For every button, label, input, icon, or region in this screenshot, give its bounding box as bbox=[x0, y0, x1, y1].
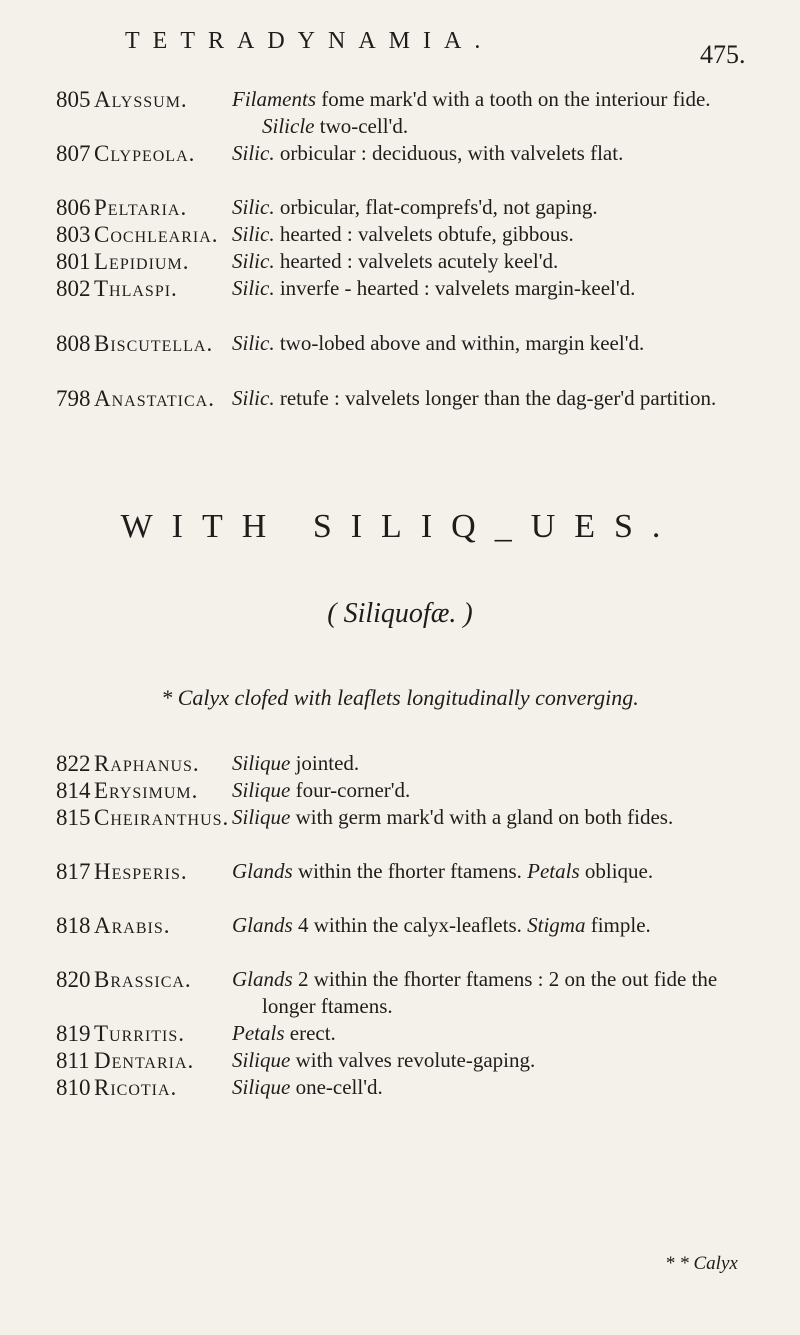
entry-number: 802 bbox=[56, 276, 91, 301]
description-lead: Silic. bbox=[232, 222, 275, 246]
entry-number: 819 bbox=[56, 1021, 91, 1046]
entry-number: 811 bbox=[56, 1048, 90, 1073]
page-number: 475. bbox=[700, 40, 746, 69]
entry-number: 806 bbox=[56, 195, 91, 220]
genus-description bbox=[232, 858, 762, 885]
genus-name: Dentaria. bbox=[94, 1048, 195, 1073]
genus-description bbox=[232, 86, 732, 140]
genus-name: Thlaspi. bbox=[94, 276, 178, 301]
description-text: orbicular, flat-comprefs'd, not gaping. bbox=[279, 195, 598, 219]
description-text-2: two-cell'd. bbox=[319, 114, 409, 138]
description-text: retufe : valvelets longer than the dag-ger'd partition. bbox=[279, 386, 717, 410]
description-text: erect. bbox=[289, 1021, 336, 1045]
description-text: jointed. bbox=[295, 751, 360, 775]
description-text: with valves revolute-gaping. bbox=[295, 1048, 536, 1072]
genus-name: Peltaria. bbox=[94, 195, 188, 220]
description-text: 4 within the calyx-leaflets. bbox=[297, 913, 522, 937]
entry-number: 820 bbox=[56, 967, 91, 992]
genus-name: Brassica. bbox=[94, 967, 192, 992]
genus-description bbox=[232, 777, 762, 804]
description-lead: Silique bbox=[232, 1048, 291, 1072]
entry-number: 798 bbox=[56, 386, 91, 411]
description-text-2: fimple. bbox=[590, 913, 651, 937]
genus-description bbox=[232, 750, 762, 777]
genus-description bbox=[232, 221, 732, 248]
genus-name: Erysimum. bbox=[94, 778, 199, 803]
description-lead: Silic. bbox=[232, 276, 275, 300]
genus-description bbox=[232, 194, 732, 221]
genus-name: Biscutella. bbox=[94, 331, 214, 356]
description-lead: Petals bbox=[232, 1021, 285, 1045]
division-note: * Calyx clofed with leaflets longitudinally converging. bbox=[161, 685, 639, 710]
genus-description bbox=[232, 1020, 762, 1047]
description-lead: Silic. bbox=[232, 195, 275, 219]
description-text: four-corner'd. bbox=[295, 778, 411, 802]
genus-name: Ricotia. bbox=[94, 1075, 178, 1100]
description-lead: Filaments bbox=[232, 87, 316, 111]
entry-number: 814 bbox=[56, 778, 91, 803]
entry-number: 808 bbox=[56, 331, 91, 356]
description-lead: Glands bbox=[232, 913, 293, 937]
genus-name: Arabis. bbox=[94, 913, 171, 938]
description-lead: Silique bbox=[232, 778, 291, 802]
description-lead: Silic. bbox=[232, 331, 275, 355]
genus-description bbox=[232, 385, 732, 412]
description-lead-2: Petals bbox=[527, 859, 580, 883]
entry-number: 817 bbox=[56, 859, 91, 884]
description-lead: Silic. bbox=[232, 249, 275, 273]
description-text: fome mark'd with a tooth on the interiour fide. bbox=[321, 87, 711, 111]
description-text: with germ mark'd with a gland on both fides. bbox=[295, 805, 674, 829]
entry-number: 805 bbox=[56, 87, 91, 112]
genus-name: Hesperis. bbox=[94, 859, 188, 884]
description-lead: Silic. bbox=[232, 386, 275, 410]
genus-description bbox=[232, 140, 732, 167]
genus-name: Cheiranthus. bbox=[94, 805, 230, 830]
description-text: inverfe - hearted : valvelets margin-keel'd. bbox=[279, 276, 636, 300]
description-lead: Silique bbox=[232, 805, 291, 829]
description-text: hearted : valvelets acutely keel'd. bbox=[279, 249, 559, 273]
genus-description bbox=[232, 275, 732, 302]
description-text: orbicular : deciduous, with valvelets flat. bbox=[279, 141, 624, 165]
genus-description bbox=[232, 330, 732, 357]
description-text: within the fhorter ftamens. bbox=[297, 859, 522, 883]
section-title: WITH SILIQ_UES. bbox=[120, 508, 680, 545]
description-lead: Silique bbox=[232, 1075, 291, 1099]
entry-number: 801 bbox=[56, 249, 91, 274]
genus-description bbox=[232, 248, 732, 275]
description-text: hearted : valvelets obtufe, gibbous. bbox=[279, 222, 574, 246]
entry-number: 803 bbox=[56, 222, 91, 247]
entry-number: 815 bbox=[56, 805, 91, 830]
genus-name: Alyssum. bbox=[94, 87, 188, 112]
genus-description bbox=[232, 966, 762, 1020]
entry-number: 810 bbox=[56, 1075, 91, 1100]
entry-number: 818 bbox=[56, 913, 91, 938]
entry-number: 822 bbox=[56, 751, 91, 776]
genus-description bbox=[232, 804, 762, 831]
genus-description bbox=[232, 1047, 762, 1074]
section-subtitle: ( Siliquofæ. ) bbox=[327, 598, 473, 629]
genus-name: Cochlearia. bbox=[94, 222, 219, 247]
genus-description bbox=[232, 912, 762, 939]
description-lead-2: Silicle bbox=[262, 114, 315, 138]
running-head: TETRADYNAMIA. bbox=[125, 28, 494, 54]
description-lead: Glands bbox=[232, 967, 293, 991]
catchword: * * Calyx bbox=[665, 1253, 738, 1274]
description-lead: Silic. bbox=[232, 141, 275, 165]
description-text: one-cell'd. bbox=[295, 1075, 383, 1099]
description-text: 2 within the fhorter ftamens : 2 on the out fide the longer ftamens. bbox=[262, 967, 718, 1018]
genus-name: Clypeola. bbox=[94, 141, 196, 166]
genus-name: Lepidium. bbox=[94, 249, 190, 274]
description-text: two-lobed above and within, margin keel'd. bbox=[279, 331, 645, 355]
entry-number: 807 bbox=[56, 141, 91, 166]
genus-name: Raphanus. bbox=[94, 751, 200, 776]
description-lead: Glands bbox=[232, 859, 293, 883]
description-lead: Silique bbox=[232, 751, 291, 775]
genus-name: Turritis. bbox=[94, 1021, 186, 1046]
genus-description bbox=[232, 1074, 762, 1101]
description-lead-2: Stigma bbox=[527, 913, 586, 937]
genus-name: Anastatica. bbox=[94, 386, 215, 411]
description-text-2: oblique. bbox=[584, 859, 654, 883]
